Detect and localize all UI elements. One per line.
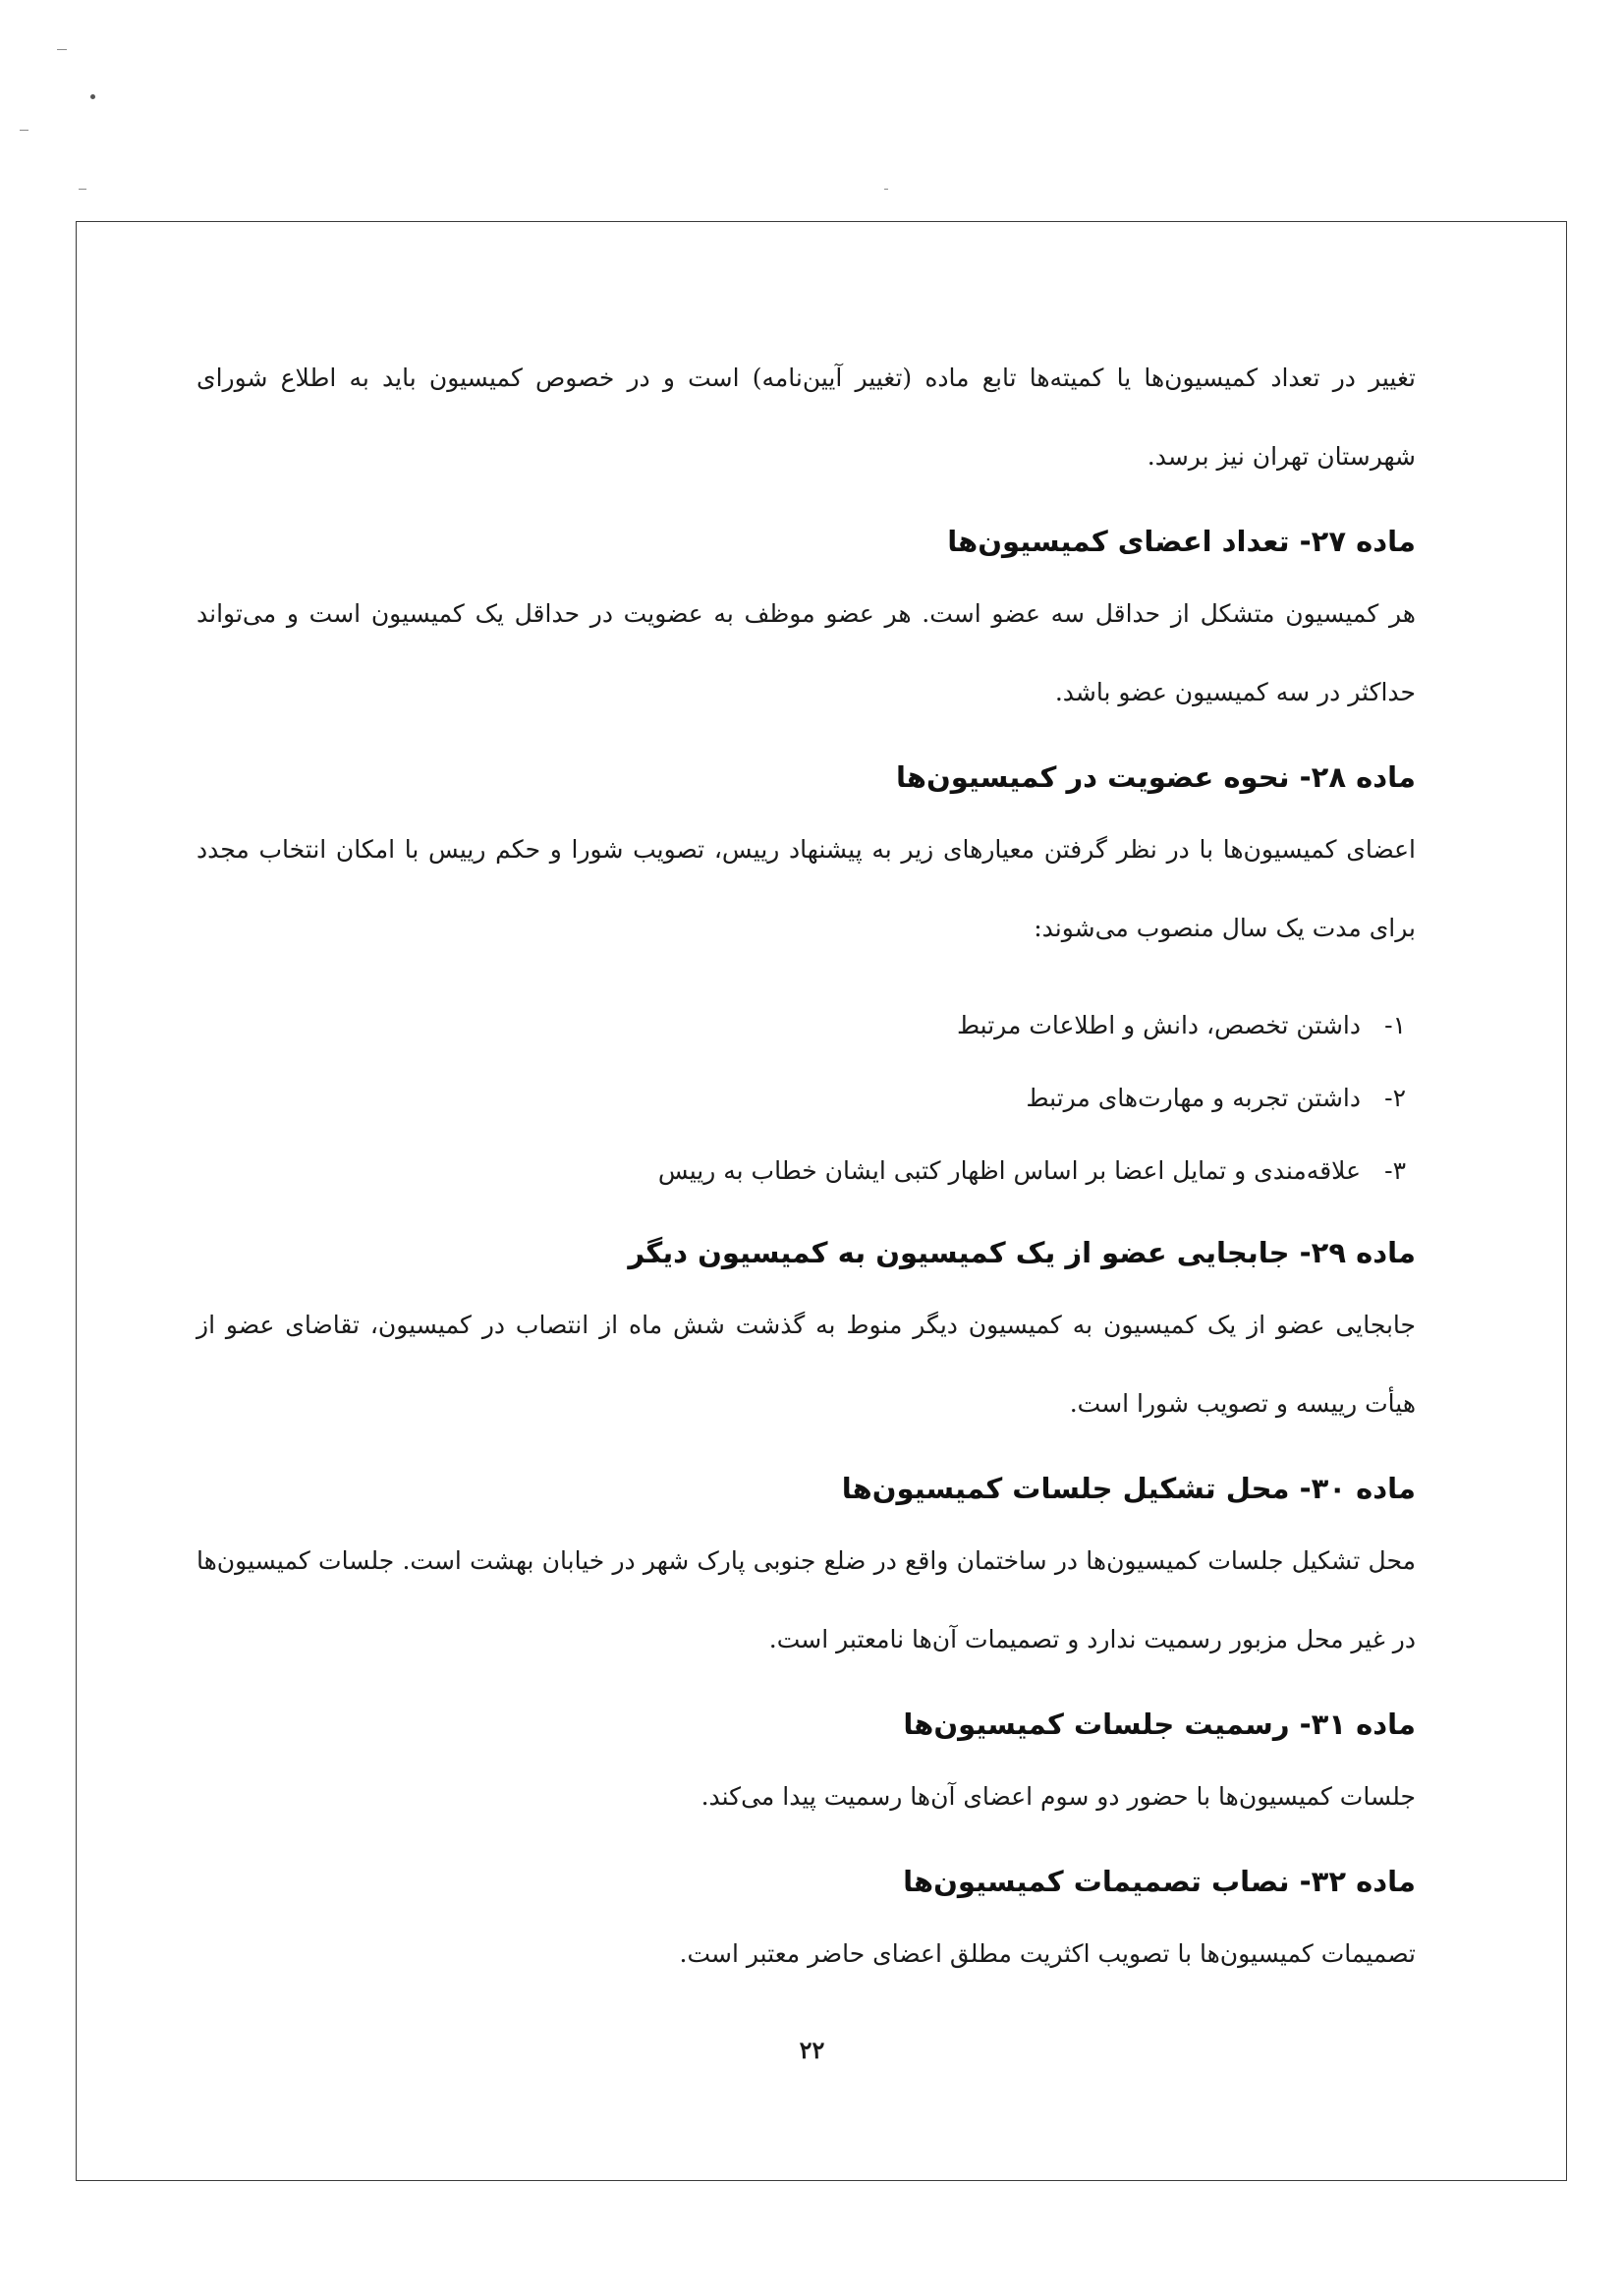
article-heading: ماده ۳۰- محل تشکیل جلسات کمیسیون‌ها bbox=[841, 1472, 1416, 1505]
article-heading: ماده ۳۲- نصاب تصمیمات کمیسیون‌ها bbox=[903, 1865, 1416, 1898]
list-item-text: علاقه‌مندی و تمایل اعضا بر اساس اظهار کتبی ایشان خطاب به رییس bbox=[657, 1156, 1361, 1185]
scan-mark bbox=[57, 49, 67, 50]
article-heading: ماده ۲۸- نحوه عضویت در کمیسیون‌ها bbox=[895, 760, 1416, 794]
article-28 bbox=[196, 757, 1416, 1207]
list-item-text: داشتن تجربه و مهارت‌های مرتبط bbox=[1026, 1084, 1361, 1112]
article-body: هر کمیسیون متشکل از حداقل سه عضو است. هر عضو موظف به عضویت در حداقل یک کمیسیون است و می‌تواند حداکثر در سه کمیسیون عضو باشد. bbox=[196, 599, 1416, 706]
page-number: ۲۲ bbox=[799, 2036, 825, 2064]
criteria-list bbox=[196, 989, 1416, 1207]
article-31 bbox=[196, 1705, 1416, 1836]
article-body: محل تشکیل جلسات کمیسیون‌ها در ساختمان واقع در ضلع جنوبی پارک شهر در خیابان بهشت است. جلسات کمیسیون‌ها در غیر محل مزبور رسمیت ندارد و تصمیمات آن‌ها نامعتبر است. bbox=[196, 1546, 1416, 1653]
article-body: جابجایی عضو از یک کمیسیون به کمیسیون دیگر منوط به گذشت شش ماه از انتصاب در کمیسیون، تقاضای عضو از هیأت رییسه و تصویب شورا است. bbox=[196, 1311, 1416, 1418]
scan-speck bbox=[90, 94, 95, 99]
document-body bbox=[196, 339, 1416, 1993]
scan-mark bbox=[884, 189, 888, 190]
article-body: تصمیمات کمیسیون‌ها با تصویب اکثریت مطلق اعضای حاضر معتبر است. bbox=[679, 1939, 1416, 1968]
article-32 bbox=[196, 1862, 1416, 1993]
article-body: جلسات کمیسیون‌ها با حضور دو سوم اعضای آن‌ها رسمیت پیدا می‌کند. bbox=[700, 1782, 1416, 1811]
list-item bbox=[196, 1062, 1416, 1135]
list-item bbox=[196, 1135, 1416, 1207]
scan-mark bbox=[79, 189, 86, 190]
article-29 bbox=[196, 1233, 1416, 1443]
article-heading: ماده ۲۷- تعداد اعضای کمیسیون‌ها bbox=[947, 525, 1416, 558]
article-body: اعضای کمیسیون‌ها با در نظر گرفتن معیارهای زیر به پیشنهاد رییس، تصویب شورا و حکم رییس با امکان انتخاب مجدد برای مدت یک سال منصوب می‌شوند: bbox=[196, 835, 1416, 942]
article-heading: ماده ۳۱- رسمیت جلسات کمیسیون‌ها bbox=[903, 1708, 1416, 1741]
article-30 bbox=[196, 1469, 1416, 1679]
intro-paragraph: تغییر در تعداد کمیسیون‌ها یا کمیته‌ها تابع ماده (تغییر آیین‌نامه) است و در خصوص کمیسیون باید به اطلاع شورای شهرستان تهران نیز برسد. bbox=[196, 364, 1416, 471]
article-27 bbox=[196, 522, 1416, 732]
list-item-number: ۱- bbox=[1384, 1011, 1406, 1039]
scan-mark bbox=[20, 130, 28, 131]
article-heading: ماده ۲۹- جابجایی عضو از یک کمیسیون به کمیسیون دیگر bbox=[628, 1236, 1416, 1269]
list-item-text: داشتن تخصص، دانش و اطلاعات مرتبط bbox=[956, 1011, 1361, 1039]
list-item bbox=[196, 989, 1416, 1062]
list-item-number: ۳- bbox=[1384, 1156, 1406, 1185]
list-item-number: ۲- bbox=[1384, 1084, 1406, 1112]
